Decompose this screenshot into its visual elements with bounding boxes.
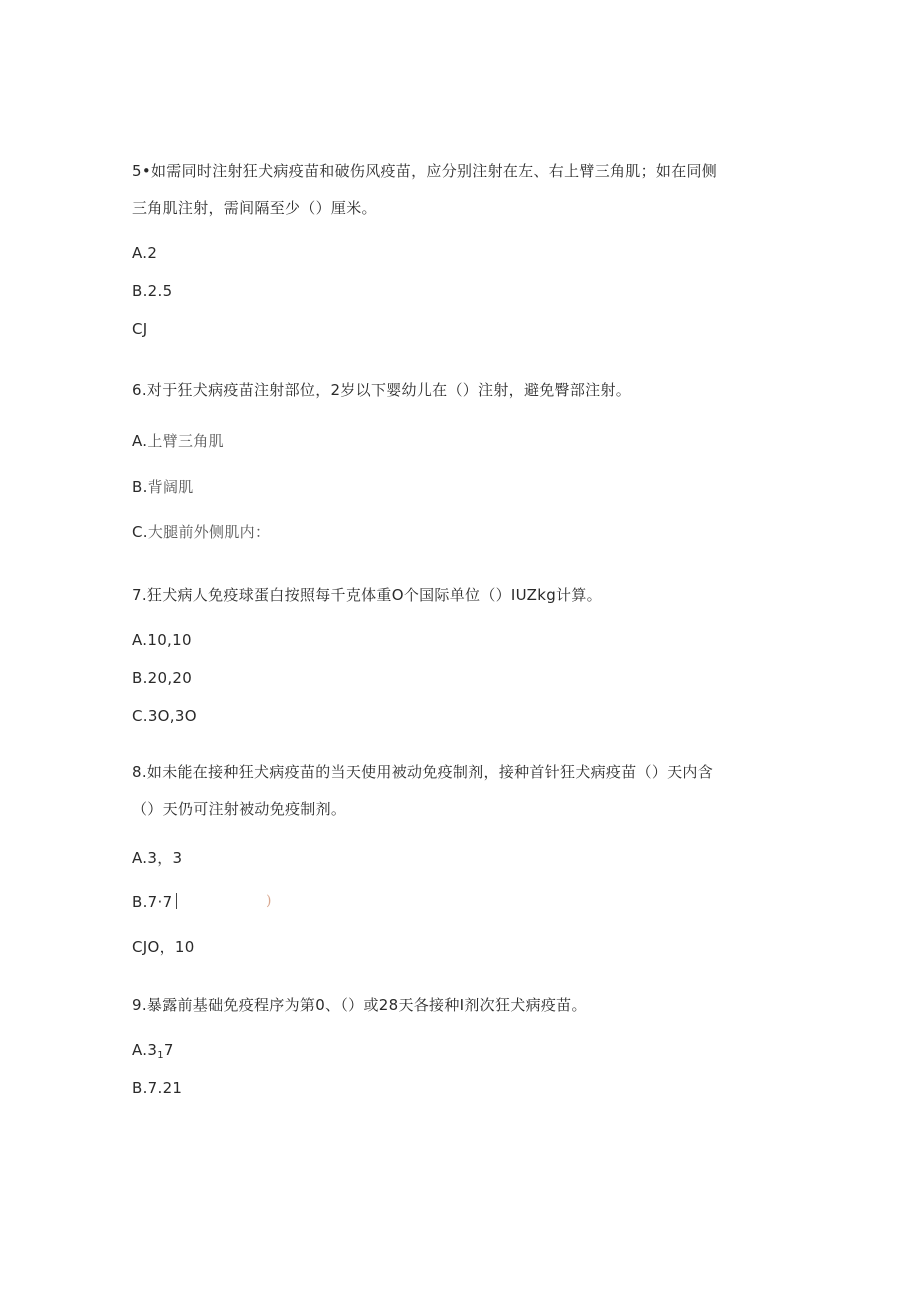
question-6-option-c [132,522,270,542]
option-text: 上臂三角肌 [147,432,224,450]
question-8-option-c: CJO，10 [132,938,195,956]
question-8-option-a: A.3，3 [132,849,183,867]
question-7-option-b: B.20,20 [132,669,193,687]
option-a-main: A.3 [132,1041,158,1059]
question-6-text: 6.对于狂犬病疫苗注射部位，2岁以下婴幼儿在（）注射，避免臀部注射。 [132,381,632,399]
question-7-option-a: A.10,10 [132,631,192,649]
question-9-option-a [132,1040,174,1066]
question-7-text: 7.狂犬病人免疫球蛋白按照每千克体重O个国际单位（）IUZkg计算。 [132,586,602,604]
option-a-subscript: 1 [157,1050,164,1061]
question-8-text-line-2: （）天仍可注射被动免疫制剂。 [132,800,347,818]
option-letter: A. [132,432,148,450]
option-a-tail: 7 [163,1041,174,1059]
scan-artifact-paren: ) [266,893,272,909]
question-6-option-b [132,477,194,497]
scan-artifact-bar [176,893,177,909]
question-5-option-c: CJ [132,320,148,338]
question-8-option-b: B.7·7 [132,893,173,911]
question-7-option-c: C.3O,3O [132,707,197,725]
question-5-text-line-2: 三角肌注射，需间隔至少（）厘米。 [132,199,377,217]
question-8-text-line-1: 8.如未能在接种狂犬病疫苗的当天使用被动免疫制剂，接种首针狂犬病疫苗（）天内含 [132,763,714,781]
option-text: 大腿前外侧肌内： [147,523,271,541]
question-9-option-b: B.7.21 [132,1079,183,1097]
option-letter: C. [132,523,148,541]
question-5-option-b: B.2.5 [132,282,173,300]
option-letter: B. [132,478,148,496]
question-9-text: 9.暴露前基础免疫程序为第0、（）或28天各接种I剂次狂犬病疫苗。 [132,996,587,1014]
question-5-option-a: A.2 [132,244,158,262]
question-6-option-a [132,431,224,451]
option-text: 背阔肌 [147,478,194,496]
question-5-text-line-1: 5•如需同时注射狂犬病疫苗和破伤风疫苗，应分别注射在左、右上臂三角肌；如在同侧 [132,162,718,180]
